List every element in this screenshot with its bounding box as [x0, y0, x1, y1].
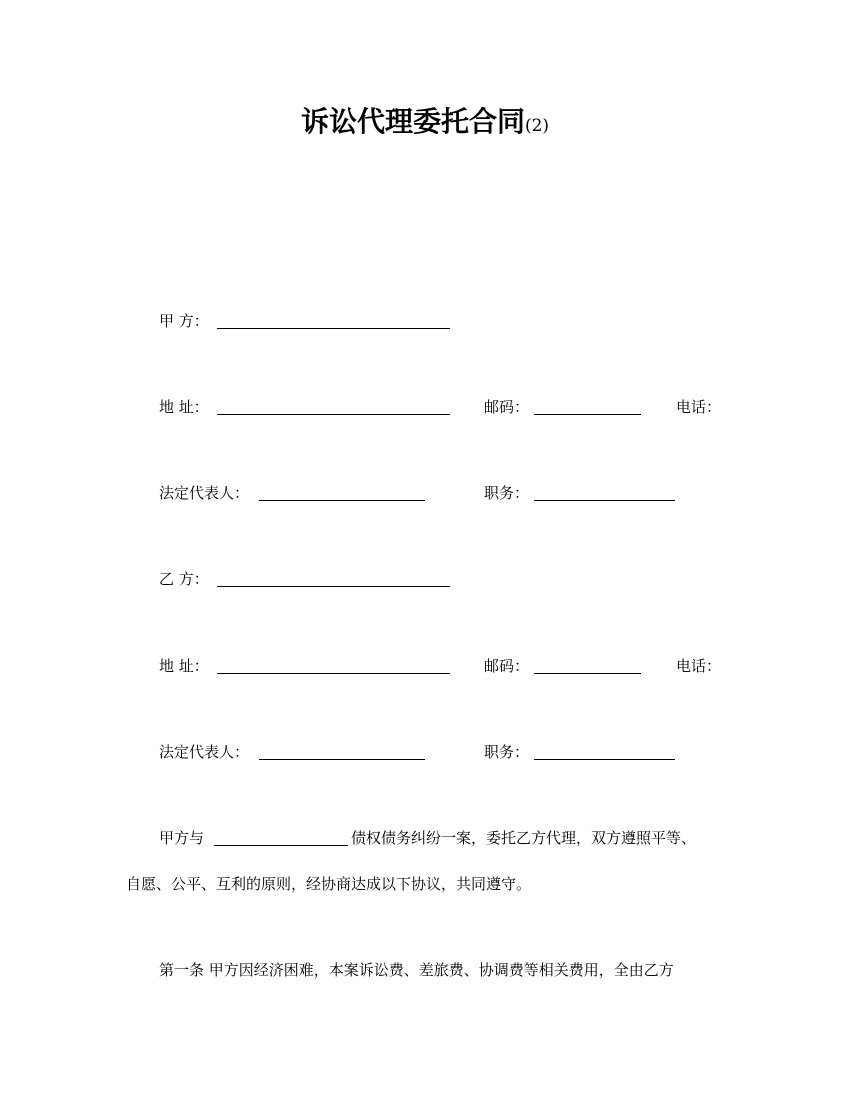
intro-prefix: 甲方与 [159, 829, 205, 847]
article-1-line-1: 第一条 甲方因经济困难，本案诉讼费、差旅费、协调费等相关费用，全由乙方 [159, 961, 674, 979]
intro-line-1: 债权债务纠纷一案，委托乙方代理，双方遵照平等、 [351, 829, 697, 847]
party-a-position-label: 职务： [484, 484, 530, 502]
document-title [0, 100, 850, 148]
party-a-postcode-blank[interactable] [534, 414, 641, 415]
party-b-address-blank[interactable] [217, 673, 450, 674]
party-b-label: 乙 方： [159, 570, 209, 588]
party-a-legal-rep-label: 法定代表人： [159, 484, 250, 502]
dispute-party-blank[interactable] [214, 845, 348, 846]
party-b-phone-label: 电话： [676, 657, 722, 675]
party-a-legal-rep-blank[interactable] [259, 500, 425, 501]
party-a-postcode-label: 邮码： [484, 398, 530, 416]
party-b-legal-rep-label: 法定代表人： [159, 743, 250, 761]
party-b-postcode-blank[interactable] [534, 673, 641, 674]
party-a-address-blank[interactable] [217, 414, 450, 415]
party-a-label: 甲 方： [159, 312, 209, 330]
title-text: 诉讼代理委托合同 [300, 105, 525, 138]
party-b-postcode-label: 邮码： [484, 657, 530, 675]
party-b-legal-rep-blank[interactable] [259, 759, 425, 760]
party-b-position-blank[interactable] [534, 759, 675, 760]
party-b-address-label: 地 址： [159, 657, 209, 675]
party-a-address-label: 地 址： [159, 398, 209, 416]
party-a-phone-label: 电话： [676, 398, 722, 416]
party-a-position-blank[interactable] [534, 500, 675, 501]
party-a-name-blank[interactable] [217, 328, 450, 329]
title-suffix: (2) [524, 116, 550, 136]
party-b-name-blank[interactable] [217, 586, 450, 587]
intro-line-2: 自愿、公平、互利的原则，经协商达成以下协议，共同遵守。 [126, 875, 532, 893]
party-b-position-label: 职务： [484, 743, 530, 761]
